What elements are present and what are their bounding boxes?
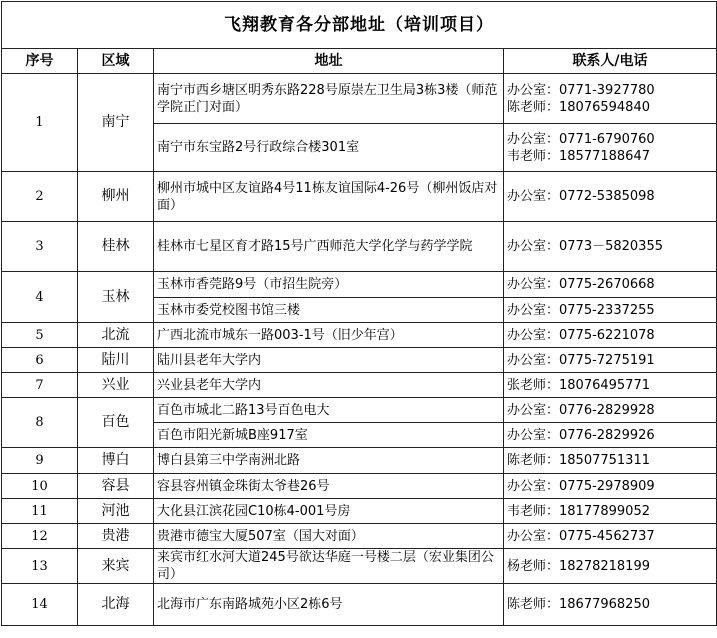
- region-cell: 百色: [78, 398, 154, 448]
- table-row: [2, 172, 717, 222]
- table-row: [2, 323, 717, 348]
- contact-line: 杨老师：18278218199: [507, 558, 650, 574]
- contact-line: 韦老师：18577188647: [507, 148, 650, 164]
- contact-line: 张老师：18076495771: [507, 377, 650, 393]
- address-cell: 陆川县老年大学内: [154, 348, 504, 373]
- seq-cell: 10: [2, 474, 78, 499]
- contact-cell: [504, 272, 717, 298]
- contact-line: 办公室：0773－5820355: [507, 239, 663, 254]
- table-row: [2, 272, 717, 298]
- address-cell: 玉林市委党校图书馆三楼: [154, 298, 504, 323]
- address-cell: 容县容州镇金珠街太爷巷26号: [154, 474, 504, 499]
- region-cell: 博白: [78, 448, 154, 474]
- address-cell: 贵港市德宝大厦507室（国大对面）: [154, 524, 504, 549]
- header-region: 区域: [78, 49, 154, 74]
- seq-cell: 8: [2, 398, 78, 448]
- contact-cell: [504, 74, 717, 124]
- contact-cell: [504, 172, 717, 222]
- contact-line: 办公室：0772-5385098: [507, 189, 655, 204]
- seq-cell: 5: [2, 323, 78, 348]
- address-cell: 桂林市七星区育才路15号广西师范大学化学与药学学院: [154, 222, 504, 272]
- table-body: [2, 2, 717, 626]
- header-row: [2, 49, 717, 74]
- contact-line: 韦老师：18177899052: [507, 503, 650, 519]
- region-cell: 桂林: [78, 222, 154, 272]
- seq-cell: 2: [2, 172, 78, 222]
- header-contact: 联系人/电话: [504, 49, 717, 74]
- address-cell: 玉林市香莞路9号（市招生院旁）: [154, 272, 504, 298]
- contact-cell: [504, 474, 717, 499]
- contact-cell: [504, 499, 717, 524]
- table-row: [2, 74, 717, 124]
- contact-line: 办公室：0775-4562737: [507, 528, 655, 544]
- address-cell: 大化县江滨花园C10栋4-001号房: [154, 499, 504, 524]
- contact-line: 办公室：0776-2829928: [507, 402, 655, 418]
- contact-cell: [504, 584, 717, 626]
- table-row: [2, 474, 717, 499]
- seq-cell: 14: [2, 584, 78, 626]
- contact-line: 办公室：0775-2670668: [507, 277, 655, 292]
- address-cell: 北海市广东南路城苑小区2栋6号: [154, 584, 504, 626]
- contact-cell: [504, 222, 717, 272]
- contact-cell: [504, 348, 717, 373]
- seq-cell: 6: [2, 348, 78, 373]
- title-row: [2, 2, 717, 49]
- table-row: [2, 549, 717, 584]
- region-cell: 贵港: [78, 524, 154, 549]
- contact-line: 办公室：0775-2337255: [507, 302, 655, 318]
- seq-cell: 4: [2, 272, 78, 323]
- seq-cell: 3: [2, 222, 78, 272]
- contact-cell: [504, 124, 717, 172]
- region-cell: 兴业: [78, 373, 154, 398]
- table-row: [2, 373, 717, 398]
- region-cell: 玉林: [78, 272, 154, 323]
- sheet-title: 飞翔教育各分部地址（培训项目）: [2, 2, 717, 49]
- contact-line: 办公室：0776-2829926: [507, 427, 655, 443]
- seq-cell: 7: [2, 373, 78, 398]
- contact-line: 办公室：0775-2978909: [507, 478, 655, 494]
- contact-line: 陈老师：18507751311: [507, 453, 650, 468]
- contact-cell: [504, 524, 717, 549]
- contact-cell: [504, 323, 717, 348]
- seq-cell: 12: [2, 524, 78, 549]
- contact-line: 陈老师：18076594840: [507, 99, 650, 115]
- seq-cell: 9: [2, 448, 78, 474]
- address-cell: 南宁市东宝路2号行政综合楼301室: [154, 124, 504, 172]
- region-cell: 河池: [78, 499, 154, 524]
- table-row: [2, 584, 717, 626]
- contact-line: 办公室：0775-7275191: [507, 352, 655, 368]
- region-cell: 容县: [78, 474, 154, 499]
- contact-cell: [504, 373, 717, 398]
- table-row: [2, 448, 717, 474]
- seq-cell: 11: [2, 499, 78, 524]
- region-cell: 北海: [78, 584, 154, 626]
- contact-cell: [504, 298, 717, 323]
- contact-cell: [504, 448, 717, 474]
- contact-line: 办公室：0771-3927780: [507, 82, 655, 98]
- table-row: [2, 398, 717, 423]
- address-cell: 博白县第三中学南洲北路: [154, 448, 504, 474]
- table-row: [2, 348, 717, 373]
- seq-cell: 13: [2, 549, 78, 584]
- contact-cell: [504, 549, 717, 584]
- region-cell: 陆川: [78, 348, 154, 373]
- header-address: 地址: [154, 49, 504, 74]
- region-cell: 柳州: [78, 172, 154, 222]
- address-cell: 兴业县老年大学内: [154, 373, 504, 398]
- branch-address-table: [1, 1, 717, 626]
- table-row: [2, 222, 717, 272]
- seq-cell: 1: [2, 74, 78, 172]
- address-cell: 南宁市西乡塘区明秀东路228号原崇左卫生局3栋3楼（师范学院正门对面）: [154, 74, 504, 124]
- header-seq: 序号: [2, 49, 78, 74]
- contact-line: 陈老师：18677968250: [507, 597, 650, 612]
- contact-line: 办公室：0775-6221078: [507, 327, 655, 343]
- table-row: [2, 524, 717, 549]
- address-cell: 百色市城北二路13号百色电大: [154, 398, 504, 423]
- region-cell: 来宾: [78, 549, 154, 584]
- address-cell: 来宾市红水河大道245号欲达华庭一号楼二层（宏业集团公司）: [154, 549, 504, 584]
- region-cell: 南宁: [78, 74, 154, 172]
- address-cell: 柳州市城中区友谊路4号11栋友谊国际4-26号（柳州饭店对面）: [154, 172, 504, 222]
- contact-cell: [504, 398, 717, 423]
- address-cell: 广西北流市城东一路003-1号（旧少年宫）: [154, 323, 504, 348]
- table-row: [2, 499, 717, 524]
- address-cell: 百色市阳光新城B座917室: [154, 423, 504, 448]
- region-cell: 北流: [78, 323, 154, 348]
- contact-cell: [504, 423, 717, 448]
- contact-line: 办公室：0771-6790760: [507, 131, 655, 147]
